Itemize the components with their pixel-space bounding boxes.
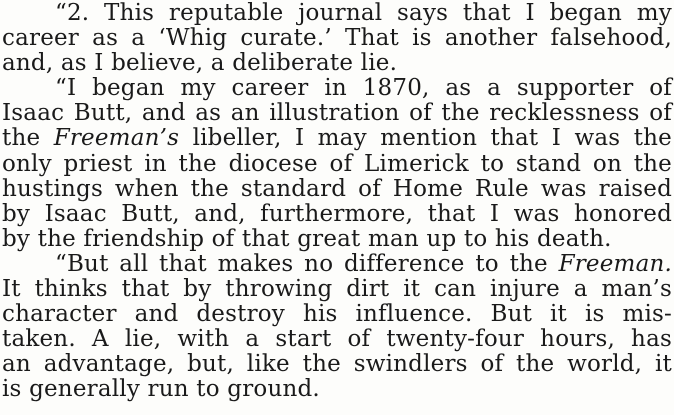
italic-title: Freeman’s xyxy=(53,125,180,152)
text-line: hustings when the standard of Home Rule was raised xyxy=(2,175,672,202)
text-line xyxy=(2,252,672,277)
text-line: by the friendship of that great man up to his death. xyxy=(2,225,612,252)
text-segment: “But all that makes no difference to the xyxy=(55,250,559,277)
paragraph xyxy=(2,252,672,403)
paragraph xyxy=(2,1,672,76)
text-line: an advantage, but, like the swindlers of the world, it xyxy=(2,351,672,378)
text-line: Isaac Butt, and as an illustration of the recklessness of xyxy=(2,100,672,127)
text-line: “2. This reputable journal says that I began my xyxy=(55,0,672,26)
paragraph xyxy=(2,76,672,252)
text-line: “I began my career in 1870, as a supporter of xyxy=(55,75,672,102)
text-line: career as a ‘Whig curate.’ That is another falsehood, xyxy=(2,25,672,52)
text-segment: libeller, I may mention that I was the xyxy=(179,125,672,152)
text-line: taken. A lie, with a start of twenty-four hours, has xyxy=(2,326,672,353)
text-line: by Isaac Butt, and, furthermore, that I was honored xyxy=(2,200,672,227)
text-line: only priest in the diocese of Limerick to stand on the xyxy=(2,150,672,177)
article-text xyxy=(2,1,672,403)
text-line: is generally run to ground. xyxy=(2,376,320,403)
text-line xyxy=(2,126,672,151)
italic-title: Freeman. xyxy=(558,250,672,277)
text-line: and, as I believe, a deliberate lie. xyxy=(2,50,398,77)
text-line: It thinks that by throwing dirt it can injure a man’s xyxy=(2,276,672,303)
text-line: character and destroy his influence. But it is mis- xyxy=(2,301,672,328)
text-segment: the xyxy=(2,125,54,152)
